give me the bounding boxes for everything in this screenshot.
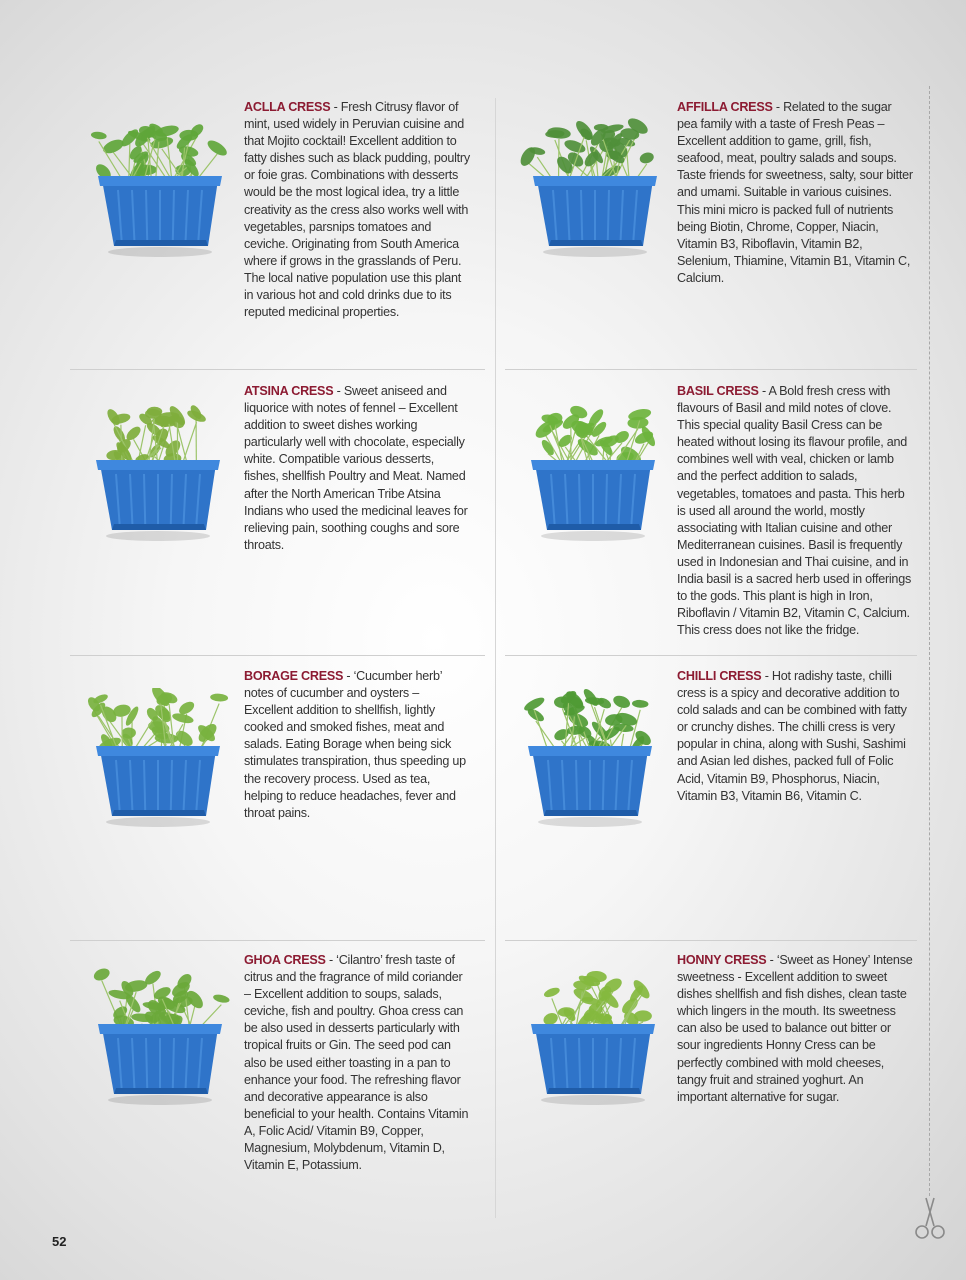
cress-pot-image xyxy=(78,688,238,828)
cress-pot-image xyxy=(510,688,670,828)
row-divider xyxy=(505,940,917,941)
cress-description: - Fresh Citrusy flavor of mint, used widely in Peruvian cuisine and that Mojito cocktail! Excellent addition to fatty dishes such as black pudding, poultry or foie gras. Combinations with desserts would be the most logical idea, try a little creativity as the cress also works well with vegetables, parsnips tomatoes and ceviche. Originating from South America where if grows in the grasslands of Peru. The local native population use this plant in various hot and cold drinks due to its reputed medicinal properties. xyxy=(244,100,470,320)
cress-description: - ‘Sweet as Honey’ Intense sweetness - Excellent addition to sweet dishes shellfish and fish dishes, clean taste which lingers in the mouth. Its sweetness can also be used to balance out bitter or sour ingredients Honny Cress can be perfectly combined with mold cheeses, tangy fruit and strained yoghurt. An important alternative for sugar. xyxy=(677,953,913,1104)
row-divider xyxy=(505,369,917,370)
cress-pot-image xyxy=(80,966,240,1106)
cress-name: BASIL CRESS xyxy=(677,384,759,398)
cress-name: ACLLA CRESS xyxy=(244,100,331,114)
row-divider xyxy=(70,369,485,370)
cress-name: ATSINA CRESS xyxy=(244,384,334,398)
scissors-icon xyxy=(912,1196,948,1242)
cress-text xyxy=(244,952,470,1174)
cress-text xyxy=(677,668,913,805)
cress-pot-image xyxy=(80,118,240,258)
cress-pot-image xyxy=(513,402,673,542)
cress-name: AFFILLA CRESS xyxy=(677,100,773,114)
cress-description: - Sweet aniseed and liquorice with notes of fennel – Excellent addition to sweet dishes working particularly well with chocolate, especially white. Compatible various desserts, fishes, shellfish Poultry and Meat. Named after the North American Tribe Atsina Indians who used the medicinal leaves for relieving pain, soothing coughs and sore throats. xyxy=(244,384,468,552)
cress-pot-image xyxy=(515,118,675,258)
cress-pot-image xyxy=(513,966,673,1106)
cress-description: - Hot radishy taste, chilli cress is a spicy and decorative addition to cold salads and can be combined with fatty or crunchy dishes. The chilli cress is very popular in china, along with Sushi, Sashimi and Asian led dishes, packed full of Folic Acid, Vitamin B9, Phosphorus, Niacin, Vitamin B3, Vitamin B6, Vitamin C. xyxy=(677,669,907,803)
cress-name: CHILLI CRESS xyxy=(677,669,762,683)
page-number: 52 xyxy=(52,1234,67,1249)
cut-line xyxy=(929,86,930,1196)
cress-name: GHOA CRESS xyxy=(244,953,326,967)
cress-text xyxy=(677,952,913,1106)
cress-description: - A Bold fresh cress with flavours of Basil and mild notes of clove. This special quality Basil Cress can be heated without losing its flavour profile, and combines well with veal, chicken or lamb and the perfect addition to salads, vegetables, tomatoes and pasta. This herb is used all around the world, mostly associating with Italian cuisine and other Mediterranean cuisines. Basil is frequently used in Indonesian and Thai cuisine, and in India basil is a sacred herb used in offerings to the gods. This plant is high in Iron, Riboflavin / Vitamin B2, Vitamin C, Calcium. This cress does not like the fridge. xyxy=(677,384,911,638)
row-divider xyxy=(505,655,917,656)
row-divider xyxy=(70,940,485,941)
cress-text xyxy=(244,668,470,822)
cress-description: - Related to the sugar pea family with a taste of Fresh Peas – Excellent addition to game, grill, fish, seafood, meat, poultry salads and soups. Taste friends for sweetness, salty, sour bitter and umami. Suitable in various cuisines. This mini micro is packed full of nutrients being Biotin, Chrome, Copper, Niacin, Vitamin B3, Riboflavin, Vitamin B2, Selenium, Thiamine, Vitamin B1, Vitamin C, Calcium. xyxy=(677,100,913,285)
cress-name: BORAGE CRESS xyxy=(244,669,344,683)
cress-text xyxy=(244,99,470,321)
cress-text xyxy=(244,383,470,554)
cress-text xyxy=(677,383,913,639)
cress-description: - ‘Cilantro’ fresh taste of citrus and the fragrance of mild coriander – Excellent addition to soups, salads, ceviche, fish and poultry. Ghoa cress can be also used in desserts particularly with tropical fruits or Gin. The seed pod can also be used either toasting in a pan to enhance your food. The refreshing flavor and decorative appearance is also beneficial to your health. Contains Vitamin A, Folic Acid/ Vitamin B9, Copper, Magnesium, Molybdenum, Vitamin D, Vitamin E, Potassium. xyxy=(244,953,469,1173)
cress-description: - ‘Cucumber herb’ notes of cucumber and oysters – Excellent addition to shellfish, lightly cooked and smoked fishes, meat and salads. Eating Borage when being sick stimulates transpiration, thus speeding up the recovery process. Used as tea, helping to reduce headaches, fever and throat pains. xyxy=(244,669,466,820)
cress-text xyxy=(677,99,913,287)
row-divider xyxy=(70,655,485,656)
cress-pot-image xyxy=(78,402,238,542)
column-divider xyxy=(495,98,496,1218)
cress-name: HONNY CRESS xyxy=(677,953,767,967)
